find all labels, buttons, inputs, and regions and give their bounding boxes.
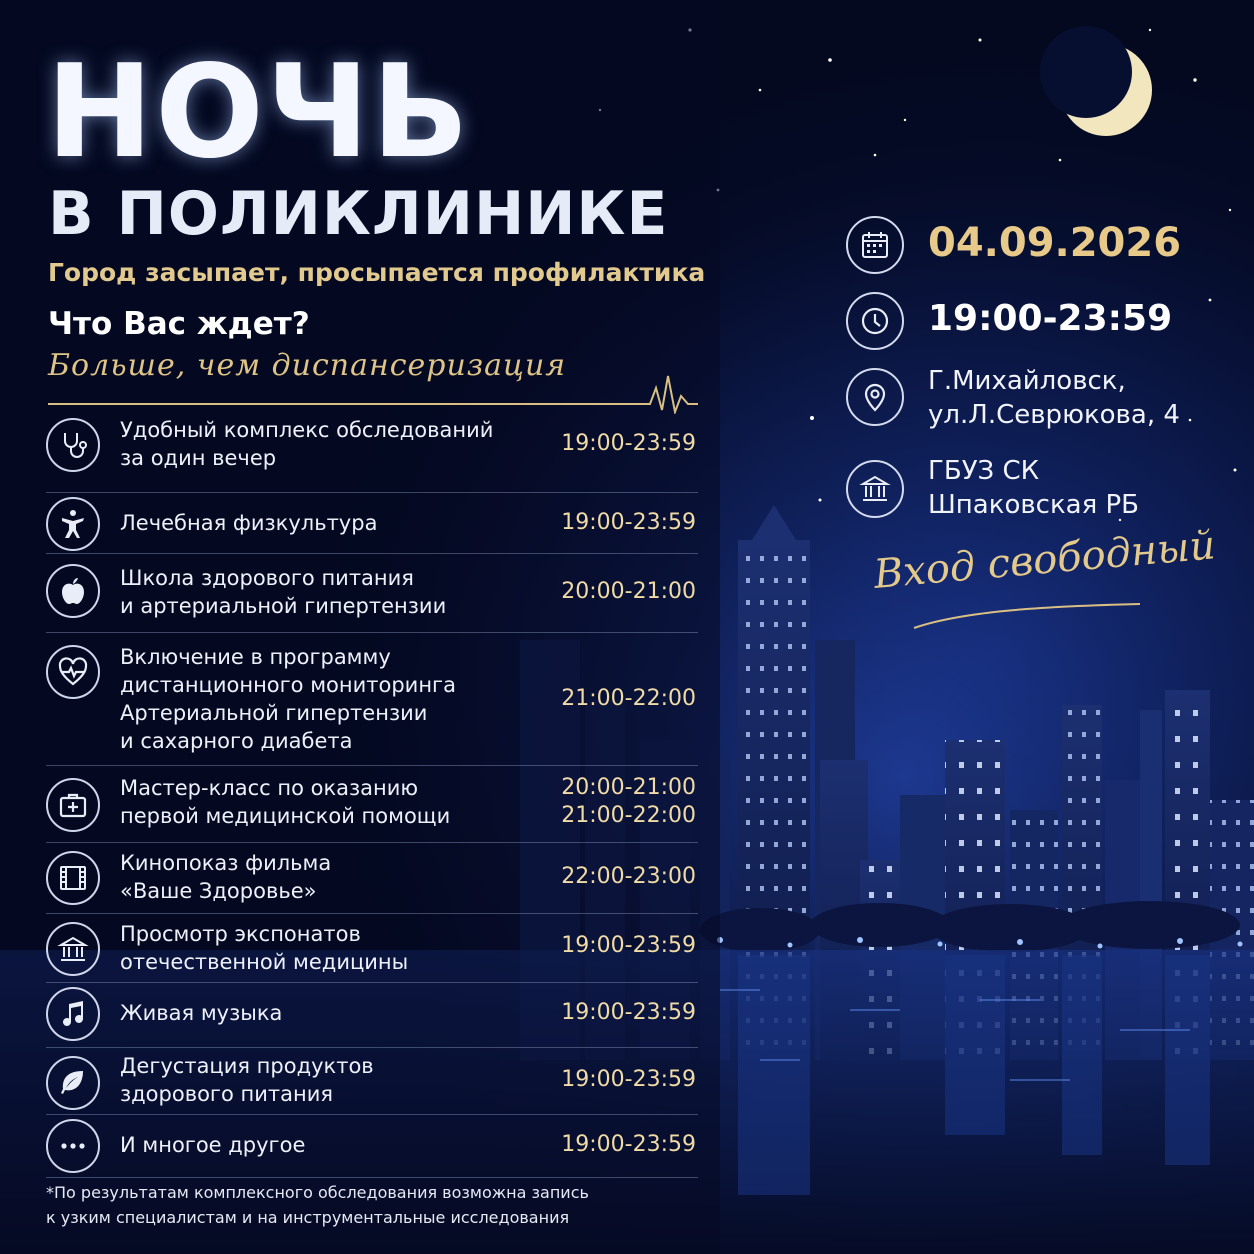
first-aid-kit-icon [46, 778, 100, 832]
music-note-icon [46, 987, 100, 1041]
location-pin-icon [846, 368, 904, 426]
list-item [46, 493, 698, 554]
exercise-person-icon [46, 497, 100, 551]
list-item-time: 19:00-23:59 [561, 431, 696, 456]
list-item-label: Мастер-класс по оказанию первой медицинской помощи [120, 776, 451, 828]
list-item-label: Живая музыка [120, 1001, 283, 1025]
list-item-label: И многое другое [120, 1133, 306, 1157]
museum-icon [46, 922, 100, 976]
list-item-time: 22:00-23:00 [561, 864, 696, 889]
heart-pulse-icon [46, 645, 100, 699]
list-item [46, 554, 698, 633]
more-dots-icon [46, 1119, 100, 1173]
apple-icon [46, 564, 100, 618]
list-item-label: Школа здорового питания и артериальной гипертензии [120, 566, 447, 618]
event-organizer: ГБУЗ СК Шпаковская РБ [928, 456, 1140, 520]
section-question: Что Вас ждет? [48, 306, 310, 342]
list-item-label: Лечебная физкультура [120, 511, 378, 535]
list-item-time: 19:00-23:59 [561, 510, 696, 535]
activity-list [46, 410, 698, 1178]
clock-icon [846, 292, 904, 350]
institution-building-icon [846, 460, 904, 518]
heartbeat-line-icon [48, 368, 698, 414]
tagline: Город засыпает, просыпается профилактика [48, 258, 706, 287]
list-item-time: 20:00-21:00 [561, 579, 696, 604]
list-item-label: Дегустация продуктов здорового питания [120, 1054, 374, 1106]
list-item-time: 19:00-23:59 [561, 1067, 696, 1092]
list-item [46, 843, 698, 914]
list-item-label: Кинопоказ фильма «Ваше Здоровье» [120, 851, 332, 903]
script-line: Больше, чем диспансеризация [48, 348, 567, 383]
event-date: 04.09.2026 [928, 220, 1182, 266]
event-address: Г.Михайловск, ул.Л.Севрюкова, 4 [928, 366, 1180, 430]
leaf-icon [46, 1056, 100, 1110]
film-icon [46, 851, 100, 905]
list-item-label: Удобный комплекс обследований за один вечер [120, 418, 494, 470]
list-item [46, 983, 698, 1048]
list-item [46, 1115, 698, 1178]
stethoscope-icon [46, 418, 100, 472]
event-time: 19:00-23:59 [928, 298, 1173, 339]
list-item [46, 914, 698, 983]
calendar-icon [846, 216, 904, 274]
list-item [46, 410, 698, 493]
list-item-time: 21:00-22:00 [561, 686, 696, 711]
poster-subtitle: В ПОЛИКЛИНИКЕ [48, 179, 669, 249]
list-item-time: 19:00-23:59 [561, 1132, 696, 1157]
list-item-time: 19:00-23:59 [561, 1000, 696, 1025]
underline-swash [906, 598, 1146, 634]
poster-title: НОЧЬ [46, 38, 471, 187]
footnote: *По результатам комплексного обследования возможна запись к узким специалистам и на инструментальные исследования [46, 1183, 589, 1227]
free-entry-label: Вход свободный [871, 522, 1218, 598]
list-item-time: 20:00-21:00 21:00-22:00 [561, 775, 696, 828]
list-item-label: Просмотр экспонатов отечественной медицины [120, 922, 409, 974]
list-item [46, 633, 698, 766]
list-item [46, 766, 698, 843]
list-item-label: Включение в программу дистанционного мониторинга Артериальной гипертензии и сахарного диабета [120, 645, 456, 753]
list-item-time: 19:00-23:59 [561, 933, 696, 958]
list-item [46, 1048, 698, 1115]
